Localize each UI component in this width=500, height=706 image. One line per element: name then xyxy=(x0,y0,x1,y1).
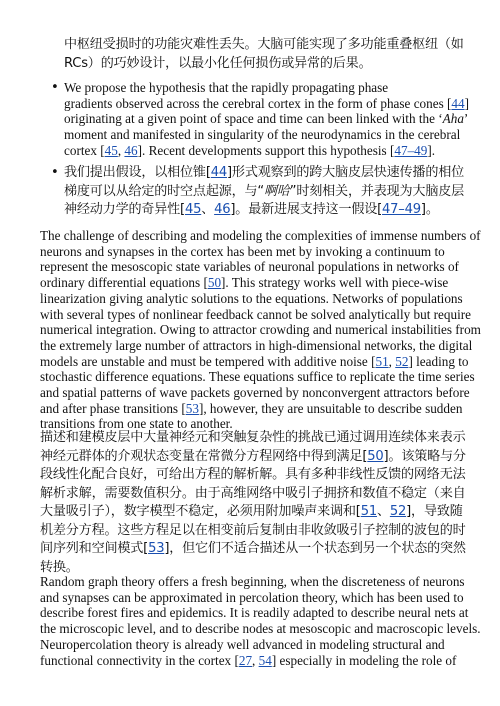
paragraph-zh-modeling xyxy=(40,429,492,577)
list-item xyxy=(51,164,488,220)
text-line: Neuropercolation theory is already well advanced in modeling structural and xyxy=(40,636,445,652)
citation-link[interactable]: 53 xyxy=(185,400,199,416)
citation-link[interactable]: 47–49 xyxy=(394,142,428,158)
text-line: 段线性化配合良好，可给出方程的解析解。具有多种非线性反馈的网络无法 xyxy=(40,467,466,482)
text-line: 解析求解，需要数值积分。由于高维网络中吸引子拥挤和数值不稳定（来自 xyxy=(40,485,466,501)
text-line: and spatial patterns of wave packets governed by nonconvergent attractors before xyxy=(40,385,470,401)
text-line: the extremely large number of attractors in high-dimensional networks, the digital xyxy=(40,337,473,353)
citation-link[interactable]: 46 xyxy=(124,142,138,158)
bullet-list-hypothesis-zh xyxy=(51,164,488,220)
text-line: functional connectivity in the cortex [27, 54] especially in modeling the role of xyxy=(40,652,457,668)
citation-link[interactable]: 45 xyxy=(184,202,202,217)
bullet-icon: • xyxy=(51,165,59,180)
citation-link[interactable]: 44 xyxy=(210,165,228,180)
text-line: 机差分方程。这些方程足以在相变前后复制由非收敛吸引子控制的波包的时 xyxy=(40,522,466,538)
text-line: moment and manifested in singularity of the neurodynamics in the cerebral xyxy=(64,127,461,143)
text-line: the microscopic level, and to describe nodes at mesoscopic and macroscopic levels. xyxy=(40,621,481,637)
citation-link[interactable]: 47–49 xyxy=(382,202,421,217)
text-line: models are unstable and must be tempered with additive noise [51, 52] leading to xyxy=(40,353,469,369)
text-line: 神经元群体的介观状态变量在常微分方程网络中得到满足[50]。该策略与分 xyxy=(40,448,466,464)
text-line: 描述和建模皮层中大量神经元和突触复杂性的挑战已通过调用连续体来表示 xyxy=(40,430,466,445)
paragraph-en-modeling xyxy=(40,228,490,432)
text-line: linearization giving analytic solutions to the equations. Networks of populations xyxy=(40,290,463,306)
paragraph-zh-intro xyxy=(64,36,484,73)
text-line: 大量吸引子），数字模型不稳定，必须用附加噪声来调和[51、52]，导致随 xyxy=(40,504,463,519)
text-line: 转换。 xyxy=(40,559,79,575)
text-line: 中枢纽受损时的功能灾难性丢失。大脑可能实现了多功能重叠枢纽（如 xyxy=(64,37,464,52)
citation-link[interactable]: 54 xyxy=(258,652,272,668)
citation-link[interactable]: 27 xyxy=(238,652,253,668)
text-line: describe forest fires and epidemics. It is readily adapted to describe neural nets at xyxy=(40,605,469,621)
citation-link[interactable]: 51 xyxy=(360,504,377,519)
text-line: neurons and synapses in the cortex has been met by invoking a continuum to xyxy=(40,243,445,259)
emphasis-aha: 啊哈 xyxy=(264,183,290,199)
citation-link[interactable]: 53 xyxy=(148,541,165,556)
citation-link[interactable]: 50 xyxy=(207,275,222,291)
text-line: represent the mesoscopic state variables of neuronal populations in networks of xyxy=(40,259,459,275)
text-line: 神经动力学的奇异性[45、46]。最新进展支持这一假设[47–49]。 xyxy=(64,202,439,217)
text-line: and synapses can be approximated in percolation theory, which has been used to xyxy=(40,589,464,605)
text-line: with several types of nonlinear feedback cannot be solved analytically but require xyxy=(40,306,471,322)
text-line: gradients observed across the cerebral cortex in the form of phase cones [44] xyxy=(64,95,470,111)
citation-link[interactable]: 45 xyxy=(104,142,118,158)
text-line: 间序列和空间模式[53]，但它们不适合描述从一个状态到另一个状态的突然 xyxy=(40,541,466,556)
text-line: numerical integration. Owing to attractor crowding and numerical instabilities from xyxy=(40,322,481,338)
citation-link[interactable]: 44 xyxy=(451,95,465,111)
citation-link[interactable]: 51 xyxy=(375,353,389,369)
text-line: RCs）的巧妙设计，以最小化任何损伤或异常的后果。 xyxy=(64,55,372,71)
bullet-list-hypothesis-en xyxy=(51,80,488,159)
paragraph-en-random-graph xyxy=(40,574,490,668)
text-line: ordinary differential equations [50]. This strategy works well with piece-wise xyxy=(40,275,449,291)
citation-link[interactable]: 52 xyxy=(389,504,407,519)
text-line: and after phase transitions [53], however, they are unsuitable to describe sudden xyxy=(40,400,463,416)
bullet-icon: • xyxy=(51,80,59,95)
text-line: 我们提出假设，以相位锥[44]形式观察到的跨大脑皮层快速传播的相位 xyxy=(64,165,465,180)
citation-link[interactable]: 50 xyxy=(367,448,384,464)
list-item xyxy=(51,80,488,159)
text-line: stochastic difference equations. These equations suffice to replicate the time series xyxy=(40,369,475,385)
text-line: transitions from one state to another. xyxy=(40,416,233,432)
citation-link[interactable]: 46 xyxy=(214,202,231,217)
text-line: 梯度可以从给定的时空点起源，与“啊哈”时刻相关，并表现为大脑皮层 xyxy=(64,183,464,199)
text-line: cortex [45, 46]. Recent developments support this hypothesis [47–49]. xyxy=(64,142,436,158)
text-line: We propose the hypothesis that the rapidly propagating phase xyxy=(64,80,389,95)
citation-link[interactable]: 52 xyxy=(395,353,409,369)
emphasis-aha: Aha xyxy=(442,111,464,127)
text-line: Random graph theory offers a fresh beginning, when the discreteness of neurons xyxy=(40,574,465,589)
text-line: originating at a given point of space and time can been linked with the ‘Aha’ xyxy=(64,111,469,127)
text-line: The challenge of describing and modeling the complexities of immense numbers of xyxy=(40,228,481,243)
